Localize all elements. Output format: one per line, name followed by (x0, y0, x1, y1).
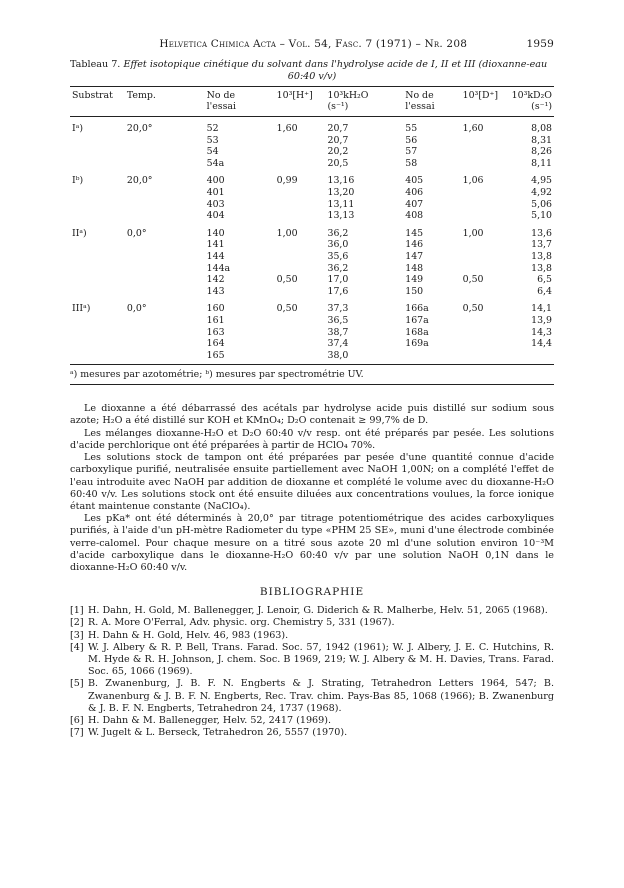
table-cell (70, 251, 125, 263)
table-cell: 0,50 (462, 303, 484, 315)
table-cell: 405 (405, 175, 424, 187)
table-cell: Iᵇ) (72, 175, 84, 187)
table-row (70, 338, 554, 350)
table-cell: IIᵃ) (72, 227, 87, 239)
table-cell: 38,7 (327, 326, 349, 338)
table-cell (70, 286, 125, 298)
table-cell: 38,0 (327, 349, 349, 361)
table-cell (461, 251, 510, 263)
table-cell: 13,13 (327, 210, 355, 222)
table-cell: 408 (405, 210, 424, 222)
table-cell: 168a (405, 326, 429, 338)
table-cell: 400 (206, 175, 225, 187)
table-cell (275, 187, 326, 199)
table-cell (461, 327, 510, 339)
table-cell: 17,0 (327, 274, 349, 286)
journal-page (70, 38, 554, 739)
table-cell: 169a (405, 338, 429, 350)
table-cell: 163 (206, 326, 225, 338)
table-cell: 20,7 (327, 134, 349, 146)
table-cell: 165 (206, 349, 225, 361)
table-label: Tableau 7. (70, 59, 121, 70)
table-cell: 0,50 (276, 274, 298, 286)
table-row (70, 199, 554, 211)
table-cell (125, 187, 179, 199)
table-cell (125, 350, 179, 362)
table-cell: 150 (405, 285, 424, 297)
table-cell (461, 315, 510, 327)
table-cell (461, 338, 510, 350)
reference-text: H. Dahn, H. Gold, M. Ballenegger, J. Lenoir, G. Diderich & R. Malherbe, Helv. 51, 2065 (1968). (88, 605, 548, 617)
table-cell: 52 (206, 123, 219, 134)
reference-item (70, 727, 554, 739)
table-cell (275, 350, 326, 362)
table-cell: 161 (206, 314, 225, 326)
table-row (70, 315, 554, 327)
col-substrat: Substrat (72, 90, 113, 101)
table-cell (125, 315, 179, 327)
table-cell: 54 (206, 146, 219, 158)
table-row (70, 158, 554, 170)
table-cell: 401 (206, 186, 225, 198)
table-cell: 1,60 (276, 123, 298, 134)
table-cell (461, 146, 510, 158)
table-cell: 140 (206, 227, 225, 239)
reference-text: R. A. More O'Ferral, Adv. physic. org. Chemistry 5, 331 (1967). (88, 617, 395, 629)
table-cell: 20,7 (327, 123, 349, 134)
table-cell: 36,0 (327, 239, 349, 251)
col-k-h2o: 10³kH₂O (s⁻¹) (327, 90, 369, 112)
table-cell: 8,08 (531, 123, 552, 134)
table-cell: 407 (405, 198, 424, 210)
table-cell: 148 (405, 262, 424, 274)
table-cell: 36,2 (327, 262, 349, 274)
table-cell: 406 (405, 186, 424, 198)
table-cell: 145 (405, 227, 424, 239)
table-footnote: ᵃ) mesures par azotométrie; ᵇ) mesures par spectrométrie UV. (70, 364, 554, 385)
table-cell (510, 350, 554, 362)
table-body (70, 117, 554, 362)
table-cell: 142 (206, 274, 225, 286)
table-row (70, 210, 554, 222)
table-cell (275, 210, 326, 222)
table-cell (125, 158, 179, 170)
table-cell: 160 (206, 303, 225, 315)
table-cell (461, 350, 510, 362)
table-row (70, 239, 554, 251)
table-cell (275, 286, 326, 298)
table-row (70, 286, 554, 298)
table-cell (275, 263, 326, 275)
reference-text: W. J. Albery & R. P. Bell, Trans. Farad. Soc. 57, 1942 (1961); W. J. Albery, J. E. C. Hutchins, R. M. Hyde & R. H. Johnson, J. chem. Soc. B 1969, 219; W. J. Albery & M. H. Davies, Trans. Farad. Soc. 65, 1066 (1969). (88, 641, 554, 678)
table-cell (275, 251, 326, 263)
table-cell: 13,8 (531, 250, 552, 262)
table-cell: Iᵃ) (72, 123, 83, 134)
table-cell (125, 146, 179, 158)
table-cell: 13,11 (327, 198, 355, 210)
paragraph: Les mélanges dioxanne-H₂O et D₂O 60:40 v/v resp. ont été préparés par pesée. Les solutions d'acide perchlorique ont été préparées à partir de HClO₄ 70%. (70, 427, 554, 451)
table-cell: 141 (206, 239, 225, 251)
table-cell (125, 327, 179, 339)
table-row (70, 187, 554, 199)
table-cell: 36,2 (327, 227, 349, 239)
table-cell (125, 210, 179, 222)
table-cell: 164 (206, 338, 225, 350)
table-cell: 144 (206, 250, 225, 262)
reference-text: B. Zwanenburg, J. B. F. N. Engberts & J. Strating, Tetrahedron Letters 1964, 547; B. Zwanenburg & J. B. F. N. Engberts, Rec. Trav. chim. Pays-Bas 85, 1068 (1966); B. Zwanenburg & J. B. F. N. Engberts, Tetrahedron 24, 1737 (1968). (88, 678, 554, 714)
table-cell (125, 263, 179, 275)
experimental-text (70, 403, 554, 574)
col-conc-h: 10³[H⁺] (276, 90, 313, 101)
table-cell: 13,8 (531, 262, 552, 274)
table-cell (70, 263, 125, 275)
table-cell (275, 158, 326, 170)
table-caption (70, 59, 554, 83)
paragraph: Les solutions stock de tampon ont été préparées par pesée d'une quantité connue d'acide carboxylique purifié, neutralisée ensuite partiellement avec NaOH 1,00N; on a complété l'effet de l'eau introduite avec NaOH par addition de dioxanne et complété le volume avec du dioxanne-H₂O 60:40 v/v. Les solutions stock ont été ensuite diluées aux concentrations voulues, la force ionique étant maintenue constante (NaClO₄). (70, 452, 554, 512)
paragraph: Le dioxanne a été débarrassé des acétals par hydrolyse acide puis distillé sur sodium sous azote; H₂O a été distillé sur KOH et KMnO₄; D₂O contenait ≥ 99,7% de D. (70, 403, 554, 427)
paragraph: Les pKa* ont été déterminés à 20,0° par titrage potentiométrique des acides carboxyliques purifiés, à l'aide d'un pH-mètre Radiometer du type «PHM 25 SE», muni d'une électrode combinée verre-calomel. Pour chaque mesure on a titré sous azote 20 ml d'une solution environ 10⁻³M d'acide carboxylique dans le dioxanne-H₂O 60:40 v/v par une solution NaOH 0,1N dans le dioxanne-H₂O 60:40 v/v. (70, 513, 554, 573)
table-cell (70, 210, 125, 222)
table-cell: 0,0° (126, 227, 147, 239)
table-row (70, 274, 554, 286)
reference-item (70, 642, 554, 679)
table-cell: 13,9 (531, 314, 552, 326)
col-k-d2o: 10³kD₂O (s⁻¹) (511, 90, 552, 112)
col-essai-h: No de l'essai (206, 90, 236, 112)
table-cell (70, 274, 125, 286)
reference-text: W. Jugelt & L. Berseck, Tetrahedron 26, 5557 (1970). (88, 727, 348, 739)
table-cell (461, 199, 510, 211)
table-cell: 147 (405, 250, 424, 262)
table-cell: 403 (206, 198, 225, 210)
table-cell: 37,4 (327, 338, 349, 350)
table-cell: 54a (206, 157, 225, 169)
table-cell (275, 315, 326, 327)
reference-number: [2] (70, 617, 84, 629)
table-cell: 0,50 (276, 303, 298, 315)
table-cell: 0,99 (276, 175, 298, 187)
bibliography-heading: BIBLIOGRAPHIE (259, 586, 365, 599)
reference-text: H. Dahn & M. Ballenegger, Helv. 52, 2417 (1969). (88, 714, 332, 726)
bibliography-list (70, 605, 554, 739)
journal-title: Helvetica Chimica Acta – Vol. 54, Fasc. 7 (1971) – Nr. 208 (159, 38, 468, 50)
col-essai-d: No de l'essai (405, 90, 435, 112)
reference-text: H. Dahn & H. Gold, Helv. 46, 983 (1963). (88, 629, 289, 641)
running-header (70, 38, 554, 50)
table-cell (125, 286, 179, 298)
table-cell (125, 239, 179, 251)
table-row (70, 263, 554, 275)
reference-item (70, 605, 554, 617)
table-row (70, 222, 554, 240)
table-cell: 1,00 (276, 227, 298, 239)
table-row (70, 350, 554, 362)
reference-item (70, 715, 554, 727)
reference-number: [6] (70, 714, 84, 726)
table-cell: 167a (405, 314, 429, 326)
table-row (70, 135, 554, 147)
table-cell: 55 (405, 123, 418, 134)
table-cell: 8,26 (531, 146, 552, 158)
table-cell: 14,4 (531, 338, 552, 350)
table-cell (275, 199, 326, 211)
table-cell: 6,4 (537, 285, 552, 297)
table-cell (70, 338, 125, 350)
table-cell (461, 158, 510, 170)
table-cell (70, 187, 125, 199)
table-cell (70, 315, 125, 327)
kinetic-isotope-table (70, 86, 554, 361)
table-header-row (70, 87, 554, 117)
table-row (70, 297, 554, 315)
reference-item (70, 630, 554, 642)
table-cell: 20,0° (126, 175, 153, 187)
table-cell: 20,0° (126, 123, 153, 134)
table-row (70, 146, 554, 158)
table-cell: 20,2 (327, 146, 349, 158)
table-cell: 5,10 (531, 210, 552, 222)
table-cell (125, 338, 179, 350)
table-row (70, 251, 554, 263)
table-cell (70, 327, 125, 339)
table-cell (391, 350, 460, 362)
table-cell: 1,00 (462, 227, 484, 239)
table-cell: 36,5 (327, 314, 349, 326)
table-cell: 13,20 (327, 186, 355, 198)
reference-number: [5] (70, 678, 84, 690)
table-cell: 37,3 (327, 303, 349, 315)
table-cell: 1,60 (462, 123, 484, 134)
table-cell: 14,1 (531, 303, 552, 315)
table-cell: 8,11 (531, 157, 552, 169)
table-cell (125, 251, 179, 263)
table-cell: 53 (206, 134, 219, 146)
table-cell (461, 263, 510, 275)
table-cell: 143 (206, 285, 225, 297)
table-cell: 149 (405, 274, 424, 286)
table-cell (125, 135, 179, 147)
table-cell (275, 338, 326, 350)
table-cell: 17,6 (327, 285, 349, 297)
table-cell (70, 350, 125, 362)
reference-number: [7] (70, 727, 84, 739)
table-title-line2: 60:40 v/v) (287, 71, 337, 82)
table-cell: 57 (405, 146, 418, 158)
table-cell: 13,7 (531, 239, 552, 251)
table-cell: 0,0° (126, 303, 147, 315)
table-row (70, 117, 554, 135)
table-cell (275, 146, 326, 158)
col-conc-d: 10³[D⁺] (462, 90, 499, 101)
table-cell (461, 210, 510, 222)
table-cell (275, 327, 326, 339)
table-cell: 35,6 (327, 250, 349, 262)
table-cell: 8,31 (531, 134, 552, 146)
table-cell: 1,06 (462, 175, 484, 187)
table-cell (125, 274, 179, 286)
reference-item (70, 678, 554, 715)
table-row (70, 169, 554, 187)
table-cell (461, 135, 510, 147)
table-cell (70, 158, 125, 170)
table-cell (461, 187, 510, 199)
table-cell: 5,06 (531, 198, 552, 210)
table-row (70, 327, 554, 339)
table-cell: 4,95 (531, 175, 552, 187)
table-cell: 13,16 (327, 175, 355, 187)
reference-number: [4] (70, 641, 84, 653)
col-temp: Temp. (126, 90, 156, 101)
reference-item (70, 617, 554, 629)
table-cell: 404 (206, 210, 225, 222)
table-cell: 4,92 (531, 186, 552, 198)
table-cell (70, 135, 125, 147)
page-number: 1959 (526, 38, 554, 50)
table-cell (275, 239, 326, 251)
table-cell: 146 (405, 239, 424, 251)
table-cell (70, 146, 125, 158)
table-cell: 14,3 (531, 326, 552, 338)
table-cell (461, 239, 510, 251)
table-cell: IIIᵃ) (72, 303, 91, 315)
table-cell (275, 135, 326, 147)
table-cell: 13,6 (531, 227, 552, 239)
table-cell (125, 199, 179, 211)
table-cell: 56 (405, 134, 418, 146)
table-cell: 20,5 (327, 157, 349, 169)
table-cell (70, 239, 125, 251)
table-cell: 144a (206, 262, 231, 274)
table-title-line1: Effet isotopique cinétique du solvant dans l'hydrolyse acide de I, II et III (dioxanne-eau (123, 59, 548, 70)
table-cell: 0,50 (462, 274, 484, 286)
table-cell (461, 286, 510, 298)
reference-number: [1] (70, 605, 84, 617)
table-cell: 6,5 (537, 274, 552, 286)
table-cell: 58 (405, 157, 418, 169)
table-cell: 166a (405, 303, 429, 315)
table-cell (70, 199, 125, 211)
reference-number: [3] (70, 629, 84, 641)
